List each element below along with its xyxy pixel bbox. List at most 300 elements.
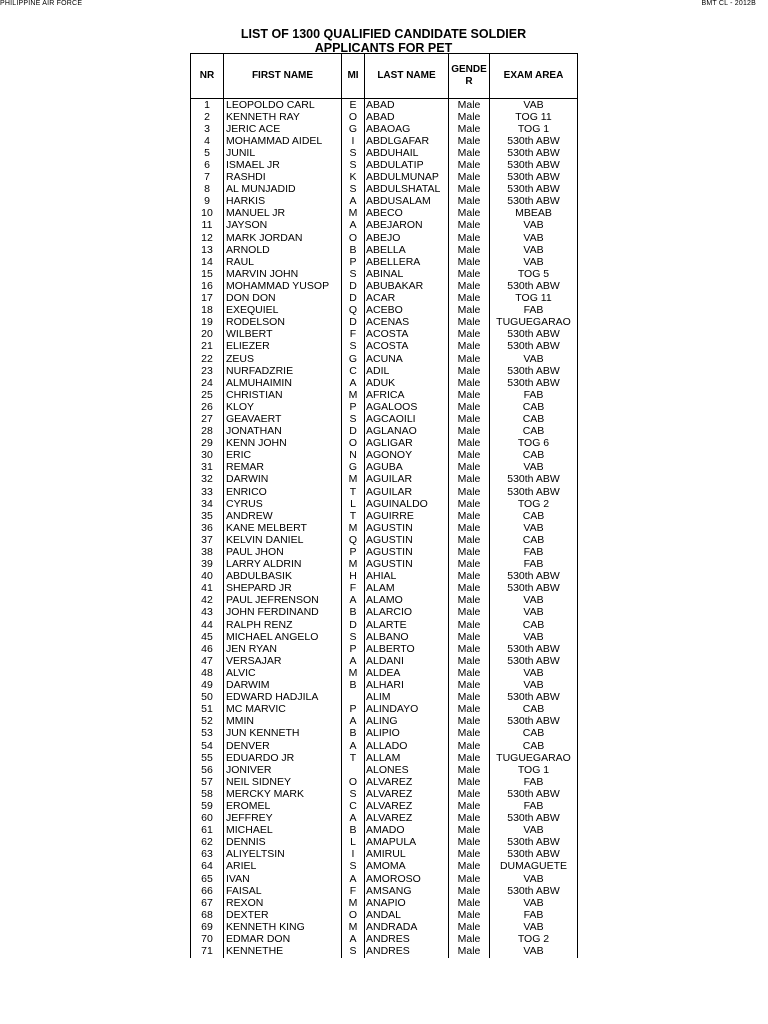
last-name-cell: AGLANAO (365, 426, 449, 438)
last-name-cell: ALVAREZ (365, 776, 449, 788)
last-name-cell: ALDANI (365, 655, 449, 667)
exam-area-cell: 530th ABW (490, 329, 578, 341)
table-row (191, 474, 578, 486)
exam-area-cell: 530th ABW (490, 813, 578, 825)
middle-initial-cell: D (342, 619, 365, 631)
row-number: 60 (191, 813, 224, 825)
gender-cell: Male (449, 426, 490, 438)
row-number: 24 (191, 377, 224, 389)
middle-initial-cell: O (342, 111, 365, 123)
table-row (191, 147, 578, 159)
first-name-cell: JEN RYAN (224, 643, 342, 655)
middle-initial-cell: I (342, 849, 365, 861)
first-name-cell: MOHAMMAD YUSOP (224, 280, 342, 292)
first-name-cell: CYRUS (224, 498, 342, 510)
last-name-cell: ALINDAYO (365, 704, 449, 716)
exam-area-cell: VAB (490, 631, 578, 643)
last-name-cell: AMADO (365, 825, 449, 837)
exam-area-cell: FAB (490, 559, 578, 571)
exam-area-cell: VAB (490, 607, 578, 619)
gender-cell: Male (449, 631, 490, 643)
row-number: 61 (191, 825, 224, 837)
gender-cell: Male (449, 353, 490, 365)
table-row (191, 583, 578, 595)
table-row (191, 752, 578, 764)
exam-area-cell: CAB (490, 426, 578, 438)
row-number: 63 (191, 849, 224, 861)
first-name-cell: REXON (224, 897, 342, 909)
last-name-cell: ALARTE (365, 619, 449, 631)
exam-area-cell: 530th ABW (490, 837, 578, 849)
middle-initial-cell: N (342, 450, 365, 462)
table-row (191, 643, 578, 655)
first-name-cell: ELIEZER (224, 341, 342, 353)
table-row (191, 510, 578, 522)
last-name-cell: AMOROSO (365, 873, 449, 885)
last-name-cell: ABEJO (365, 232, 449, 244)
gender-cell: Male (449, 293, 490, 305)
exam-area-cell: VAB (490, 595, 578, 607)
first-name-cell: EDWARD HADJILA (224, 692, 342, 704)
last-name-cell: AGUSTIN (365, 559, 449, 571)
gender-cell: Male (449, 208, 490, 220)
first-name-cell: RAUL (224, 256, 342, 268)
gender-cell: Male (449, 728, 490, 740)
exam-area-cell: FAB (490, 389, 578, 401)
exam-area-cell: TOG 11 (490, 293, 578, 305)
exam-area-cell: TUGUEGARAO (490, 752, 578, 764)
last-name-cell: ALLADO (365, 740, 449, 752)
last-name-cell: AGUSTIN (365, 546, 449, 558)
gender-cell: Male (449, 607, 490, 619)
last-name-cell: ACAR (365, 293, 449, 305)
gender-cell: Male (449, 365, 490, 377)
row-number: 51 (191, 704, 224, 716)
gender-cell: Male (449, 220, 490, 232)
gender-cell: Male (449, 559, 490, 571)
exam-area-cell: FAB (490, 546, 578, 558)
first-name-cell: MARVIN JOHN (224, 268, 342, 280)
row-number: 4 (191, 135, 224, 147)
middle-initial-cell: G (342, 123, 365, 135)
gender-cell: Male (449, 256, 490, 268)
exam-area-cell: TOG 1 (490, 764, 578, 776)
first-name-cell: KENN JOHN (224, 438, 342, 450)
first-name-cell: MARK JORDAN (224, 232, 342, 244)
middle-initial-cell: Q (342, 305, 365, 317)
first-name-cell: AL MUNJADID (224, 184, 342, 196)
first-name-cell: RALPH RENZ (224, 619, 342, 631)
gender-cell: Male (449, 643, 490, 655)
first-name-cell: NURFADZRIE (224, 365, 342, 377)
first-name-cell: EDMAR DON (224, 933, 342, 945)
last-name-cell: ADIL (365, 365, 449, 377)
exam-area-cell: TOG 6 (490, 438, 578, 450)
middle-initial-cell: A (342, 933, 365, 945)
gender-cell: Male (449, 776, 490, 788)
table-row (191, 329, 578, 341)
row-number: 41 (191, 583, 224, 595)
table-row (191, 680, 578, 692)
middle-initial-cell: M (342, 474, 365, 486)
exam-area-cell: 530th ABW (490, 377, 578, 389)
last-name-cell: ALBERTO (365, 643, 449, 655)
first-name-cell: DEXTER (224, 909, 342, 921)
exam-area-cell: 530th ABW (490, 365, 578, 377)
row-number: 48 (191, 667, 224, 679)
last-name-cell: ACENAS (365, 317, 449, 329)
middle-initial-cell: D (342, 317, 365, 329)
first-name-cell: MICHAEL ANGELO (224, 631, 342, 643)
table-row (191, 813, 578, 825)
middle-initial-cell: S (342, 413, 365, 425)
first-name-cell: GEAVAERT (224, 413, 342, 425)
table-row (191, 426, 578, 438)
last-name-cell: AFRICA (365, 389, 449, 401)
gender-cell: Male (449, 99, 490, 112)
column-header-mi: MI (342, 54, 365, 99)
exam-area-cell: VAB (490, 946, 578, 958)
last-name-cell: ABDULMUNAP (365, 172, 449, 184)
gender-cell: Male (449, 546, 490, 558)
gender-cell: Male (449, 813, 490, 825)
gender-cell: Male (449, 184, 490, 196)
first-name-cell: JONATHAN (224, 426, 342, 438)
row-number: 44 (191, 619, 224, 631)
row-number: 22 (191, 353, 224, 365)
middle-initial-cell: D (342, 426, 365, 438)
middle-initial-cell: B (342, 244, 365, 256)
gender-cell: Male (449, 232, 490, 244)
gender-cell: Male (449, 873, 490, 885)
table-row (191, 933, 578, 945)
table-row (191, 498, 578, 510)
table-row (191, 438, 578, 450)
table-row (191, 692, 578, 704)
last-name-cell: ALBANO (365, 631, 449, 643)
gender-cell: Male (449, 401, 490, 413)
gender-cell: Male (449, 692, 490, 704)
exam-area-cell: CAB (490, 740, 578, 752)
middle-initial-cell: P (342, 704, 365, 716)
row-number: 31 (191, 462, 224, 474)
row-number: 47 (191, 655, 224, 667)
exam-area-cell: FAB (490, 800, 578, 812)
middle-initial-cell (342, 764, 365, 776)
table-row (191, 159, 578, 171)
last-name-cell: ABINAL (365, 268, 449, 280)
gender-cell: Male (449, 909, 490, 921)
gender-cell: Male (449, 933, 490, 945)
table-row (191, 317, 578, 329)
gender-cell: Male (449, 498, 490, 510)
first-name-cell: MICHAEL (224, 825, 342, 837)
column-header-nr: NR (191, 54, 224, 99)
exam-area-cell: 530th ABW (490, 341, 578, 353)
row-number: 21 (191, 341, 224, 353)
exam-area-cell: CAB (490, 534, 578, 546)
exam-area-cell: TOG 1 (490, 123, 578, 135)
last-name-cell: ANDRES (365, 946, 449, 958)
first-name-cell: KENNETH RAY (224, 111, 342, 123)
first-name-cell: LEOPOLDO CARL (224, 99, 342, 112)
gender-cell: Male (449, 788, 490, 800)
gender-cell: Male (449, 680, 490, 692)
row-number: 34 (191, 498, 224, 510)
last-name-cell: ACOSTA (365, 329, 449, 341)
gender-cell: Male (449, 534, 490, 546)
gender-cell: Male (449, 462, 490, 474)
first-name-cell: JUN KENNETH (224, 728, 342, 740)
exam-area-cell: VAB (490, 353, 578, 365)
table-row (191, 99, 578, 112)
middle-initial-cell: T (342, 752, 365, 764)
middle-initial-cell: B (342, 607, 365, 619)
last-name-cell: ALING (365, 716, 449, 728)
row-number: 55 (191, 752, 224, 764)
first-name-cell: FAISAL (224, 885, 342, 897)
first-name-cell: DON DON (224, 293, 342, 305)
gender-cell: Male (449, 752, 490, 764)
last-name-cell: ALAMO (365, 595, 449, 607)
table-row (191, 764, 578, 776)
first-name-cell: DENNIS (224, 837, 342, 849)
gender-cell: Male (449, 595, 490, 607)
first-name-cell: ALIYELTSIN (224, 849, 342, 861)
table-row (191, 849, 578, 861)
middle-initial-cell: S (342, 159, 365, 171)
row-number: 59 (191, 800, 224, 812)
table-body (191, 99, 578, 958)
gender-cell: Male (449, 800, 490, 812)
first-name-cell: MMIN (224, 716, 342, 728)
last-name-cell: AMAPULA (365, 837, 449, 849)
middle-initial-cell: T (342, 486, 365, 498)
gender-cell: Male (449, 921, 490, 933)
exam-area-cell: 530th ABW (490, 655, 578, 667)
exam-area-cell: 530th ABW (490, 643, 578, 655)
row-number: 29 (191, 438, 224, 450)
gender-cell: Male (449, 450, 490, 462)
gender-cell: Male (449, 571, 490, 583)
exam-area-cell: VAB (490, 667, 578, 679)
table-row (191, 522, 578, 534)
gender-cell: Male (449, 655, 490, 667)
gender-cell: Male (449, 389, 490, 401)
exam-area-cell: 530th ABW (490, 474, 578, 486)
gender-cell: Male (449, 244, 490, 256)
exam-area-cell: FAB (490, 776, 578, 788)
table-row (191, 208, 578, 220)
table-row (191, 196, 578, 208)
middle-initial-cell: P (342, 546, 365, 558)
middle-initial-cell: C (342, 365, 365, 377)
exam-area-cell: 530th ABW (490, 885, 578, 897)
middle-initial-cell: D (342, 280, 365, 292)
gender-cell: Male (449, 486, 490, 498)
table-row (191, 559, 578, 571)
table-row (191, 655, 578, 667)
row-number: 8 (191, 184, 224, 196)
first-name-cell: KENNETHE (224, 946, 342, 958)
row-number: 6 (191, 159, 224, 171)
last-name-cell: AGUIRRE (365, 510, 449, 522)
last-name-cell: ACUNA (365, 353, 449, 365)
exam-area-cell: FAB (490, 305, 578, 317)
first-name-cell: HARKIS (224, 196, 342, 208)
gender-cell: Male (449, 123, 490, 135)
middle-initial-cell: F (342, 885, 365, 897)
row-number: 39 (191, 559, 224, 571)
row-number: 69 (191, 921, 224, 933)
last-name-cell: ALVAREZ (365, 800, 449, 812)
table-row (191, 293, 578, 305)
gender-cell: Male (449, 619, 490, 631)
last-name-cell: ABEJARON (365, 220, 449, 232)
row-number: 62 (191, 837, 224, 849)
table-row (191, 450, 578, 462)
middle-initial-cell (342, 692, 365, 704)
exam-area-cell: VAB (490, 99, 578, 112)
table-row (191, 256, 578, 268)
table-row (191, 897, 578, 909)
last-name-cell: AMOMA (365, 861, 449, 873)
first-name-cell: REMAR (224, 462, 342, 474)
exam-area-cell: VAB (490, 680, 578, 692)
exam-area-cell: 530th ABW (490, 583, 578, 595)
first-name-cell: DARWIN (224, 474, 342, 486)
exam-area-cell: 530th ABW (490, 135, 578, 147)
row-number: 20 (191, 329, 224, 341)
first-name-cell: EXEQUIEL (224, 305, 342, 317)
exam-area-cell: 530th ABW (490, 196, 578, 208)
column-header-exam-area: EXAM AREA (490, 54, 578, 99)
middle-initial-cell: A (342, 377, 365, 389)
gender-cell: Male (449, 341, 490, 353)
middle-initial-cell: M (342, 522, 365, 534)
last-name-cell: AGUILAR (365, 486, 449, 498)
last-name-cell: ANAPIO (365, 897, 449, 909)
row-number: 35 (191, 510, 224, 522)
first-name-cell: KENNETH KING (224, 921, 342, 933)
last-name-cell: ALVAREZ (365, 813, 449, 825)
row-number: 64 (191, 861, 224, 873)
table-row (191, 389, 578, 401)
column-header-first-name: FIRST NAME (224, 54, 342, 99)
last-name-cell: AGONOY (365, 450, 449, 462)
last-name-cell: ALVAREZ (365, 788, 449, 800)
exam-area-cell: 530th ABW (490, 692, 578, 704)
row-number: 5 (191, 147, 224, 159)
table-row (191, 111, 578, 123)
last-name-cell: AGCAOILI (365, 413, 449, 425)
row-number: 26 (191, 401, 224, 413)
table-header-row (191, 54, 578, 99)
exam-area-cell: 530th ABW (490, 172, 578, 184)
last-name-cell: ABAOAG (365, 123, 449, 135)
first-name-cell: JONIVER (224, 764, 342, 776)
table-row (191, 704, 578, 716)
last-name-cell: ABDLGAFAR (365, 135, 449, 147)
first-name-cell: PAUL JHON (224, 546, 342, 558)
table-row (191, 365, 578, 377)
row-number: 36 (191, 522, 224, 534)
middle-initial-cell: B (342, 825, 365, 837)
first-name-cell: PAUL JEFRENSON (224, 595, 342, 607)
row-number: 58 (191, 788, 224, 800)
exam-area-cell: TOG 11 (490, 111, 578, 123)
table-row (191, 885, 578, 897)
row-number: 27 (191, 413, 224, 425)
middle-initial-cell: B (342, 680, 365, 692)
middle-initial-cell: A (342, 873, 365, 885)
row-number: 43 (191, 607, 224, 619)
exam-area-cell: FAB (490, 909, 578, 921)
middle-initial-cell: O (342, 232, 365, 244)
first-name-cell: WILBERT (224, 329, 342, 341)
middle-initial-cell: M (342, 559, 365, 571)
first-name-cell: KELVIN DANIEL (224, 534, 342, 546)
row-number: 28 (191, 426, 224, 438)
table-row (191, 123, 578, 135)
table-row (191, 595, 578, 607)
row-number: 56 (191, 764, 224, 776)
exam-area-cell: CAB (490, 728, 578, 740)
row-number: 1 (191, 99, 224, 112)
first-name-cell: EDUARDO JR (224, 752, 342, 764)
gender-cell: Male (449, 196, 490, 208)
last-name-cell: ACOSTA (365, 341, 449, 353)
row-number: 46 (191, 643, 224, 655)
last-name-cell: AGALOOS (365, 401, 449, 413)
middle-initial-cell: S (342, 184, 365, 196)
last-name-cell: ABDULATIP (365, 159, 449, 171)
first-name-cell: JUNIL (224, 147, 342, 159)
first-name-cell: MOHAMMAD AIDEL (224, 135, 342, 147)
table-row (191, 184, 578, 196)
title-line-1: LIST OF 1300 QUALIFIED CANDIDATE SOLDIER (240, 27, 527, 41)
middle-initial-cell: Q (342, 534, 365, 546)
row-number: 10 (191, 208, 224, 220)
first-name-cell: LARRY ALDRIN (224, 559, 342, 571)
middle-initial-cell: K (342, 172, 365, 184)
last-name-cell: AHIAL (365, 571, 449, 583)
exam-area-cell: 530th ABW (490, 716, 578, 728)
row-number: 16 (191, 280, 224, 292)
middle-initial-cell: E (342, 99, 365, 112)
last-name-cell: ABELLERA (365, 256, 449, 268)
exam-area-cell: TOG 5 (490, 268, 578, 280)
first-name-cell: EROMEL (224, 800, 342, 812)
last-name-cell: ACEBO (365, 305, 449, 317)
row-number: 57 (191, 776, 224, 788)
last-name-cell: AGUSTIN (365, 522, 449, 534)
exam-area-cell: VAB (490, 462, 578, 474)
exam-area-cell: TOG 2 (490, 498, 578, 510)
middle-initial-cell: A (342, 196, 365, 208)
row-number: 54 (191, 740, 224, 752)
row-number: 3 (191, 123, 224, 135)
gender-cell: Male (449, 849, 490, 861)
row-number: 9 (191, 196, 224, 208)
table-row (191, 462, 578, 474)
table-row (191, 800, 578, 812)
middle-initial-cell: S (342, 946, 365, 958)
table-row (191, 740, 578, 752)
gender-cell: Male (449, 280, 490, 292)
row-number: 7 (191, 172, 224, 184)
first-name-cell: ARIEL (224, 861, 342, 873)
